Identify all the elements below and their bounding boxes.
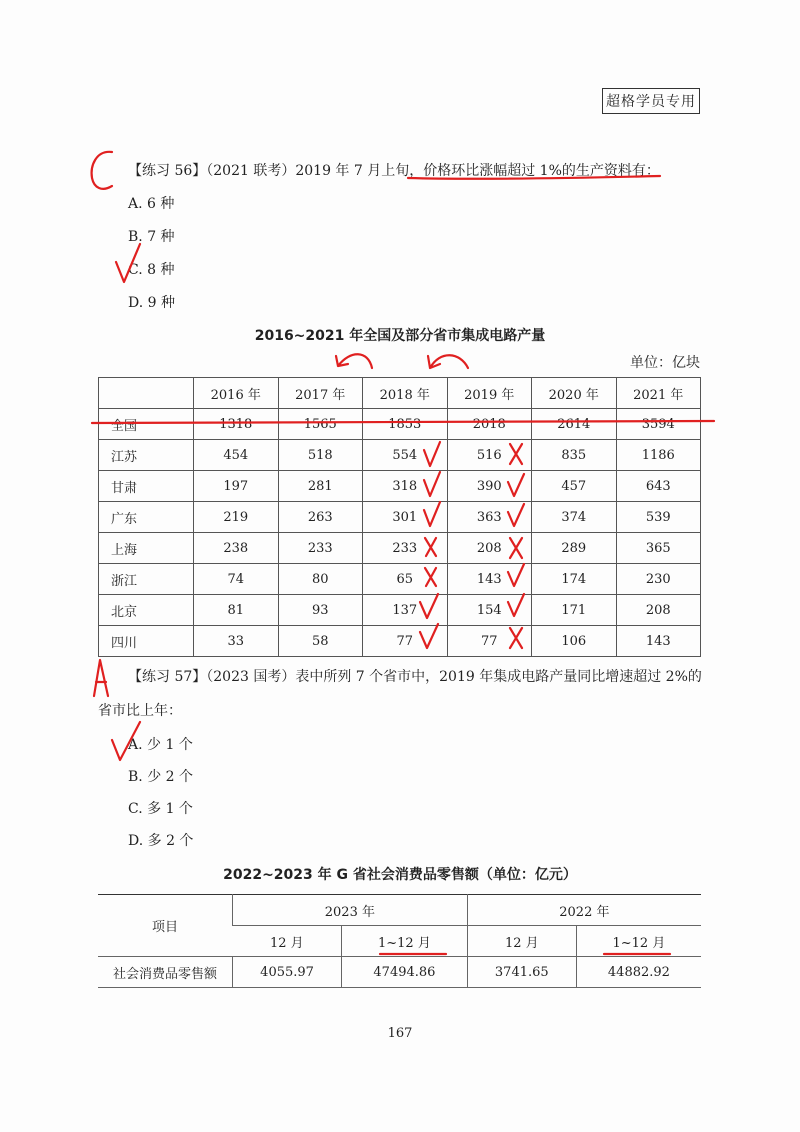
table-cell: 174 [532,564,617,595]
table-cell: 219 [194,502,279,533]
table-cell: 106 [532,626,617,657]
table-row [99,471,701,502]
table-cell: 554 [363,440,448,471]
table-cell: 281 [278,471,363,502]
region-cell: 甘肃 [99,471,194,502]
q57-option-c: C. 多 1 个 [128,801,193,817]
table-row [99,626,701,657]
table-cell: 137 [363,595,448,626]
region-cell: 江苏 [99,440,194,471]
region-cell: 北京 [99,595,194,626]
table-cell: 457 [532,471,617,502]
table-row [99,564,701,595]
table-cell: 81 [194,595,279,626]
table-header-cell: 2017 年 [278,378,363,409]
table-header-cell: 2020 年 [532,378,617,409]
table-header-row [99,378,701,409]
region-cell: 广东 [99,502,194,533]
table-cell: 143 [616,626,701,657]
table-row [99,409,701,440]
region-cell: 全国 [99,409,194,440]
table-header-cell: 2021 年 [616,378,701,409]
q56-option-a: A. 6 种 [128,196,175,212]
table-cell: 363 [447,502,532,533]
table-cell: 93 [278,595,363,626]
table-cell: 1318 [194,409,279,440]
table-header-cell: 2018 年 [363,378,448,409]
q56-option-c: C. 8 种 [128,262,175,278]
q56-stem-underlined: 价格环比涨幅超过 1%的生产资料有： [423,163,660,179]
table-cell: 516 [447,440,532,471]
table-cell: 318 [363,471,448,502]
table1-title: 2016~2021 年全国及部分省市集成电路产量 [254,328,546,344]
table-cell: 77 [447,626,532,657]
table-header-cell: 2019 年 [447,378,532,409]
q56-stem [128,160,660,180]
table-cell: 65 [363,564,448,595]
table-cell: 4055.97 [233,957,342,988]
table-cell: 301 [363,502,448,533]
table1-body [99,409,701,657]
q56-answer-letter-c [92,152,112,189]
table-cell: 3594 [616,409,701,440]
table-cell: 233 [278,533,363,564]
table-row [99,440,701,471]
table-cell: 289 [532,533,617,564]
sub-header: 12 月 [467,926,576,957]
table-cell: 238 [194,533,279,564]
table-cell: 539 [616,502,701,533]
table1-unit: 单位：亿块 [630,355,700,371]
table-cell: 77 [363,626,448,657]
page-number: 167 [387,1026,413,1041]
region-cell: 四川 [99,626,194,657]
table-cell: 390 [447,471,532,502]
q57-option-b: B. 少 2 个 [128,769,193,785]
table-cell: 171 [532,595,617,626]
table-cell: 44882.92 [576,957,701,988]
table-cell: 518 [278,440,363,471]
table-cell: 74 [194,564,279,595]
table-cell: 454 [194,440,279,471]
q56-option-d: D. 9 种 [128,295,175,311]
table-row [98,957,701,988]
table-cell: 1565 [278,409,363,440]
table-row [98,895,701,926]
table-cell: 143 [447,564,532,595]
student-only-badge: 超格学员专用 [602,88,700,114]
table-row [99,595,701,626]
table-cell: 208 [616,595,701,626]
sub-header: 1~12 月 [576,926,701,957]
table2-title: 2022~2023 年 G 省社会消费品零售额（单位：亿元） [223,867,577,883]
region-cell: 上海 [99,533,194,564]
item-header: 项目 [98,895,233,957]
q56-option-b: B. 7 种 [128,229,175,245]
sub-header: 1~12 月 [342,926,468,957]
year-header-2022: 2022 年 [467,895,701,926]
table-cell: 1853 [363,409,448,440]
year-header-2023: 2023 年 [233,895,468,926]
table-cell: 233 [363,533,448,564]
q57-option-a: A. 少 1 个 [128,737,193,753]
region-cell: 浙江 [99,564,194,595]
table-cell: 47494.86 [342,957,468,988]
table-cell: 1186 [616,440,701,471]
table-cell: 80 [278,564,363,595]
table-cell: 58 [278,626,363,657]
curved-arrow-icon [428,355,468,368]
curved-arrow-icon [336,354,372,368]
row-label: 社会消费品零售额 [98,957,233,988]
table-cell: 154 [447,595,532,626]
table-header-cell: 2016 年 [194,378,279,409]
table-cell: 263 [278,502,363,533]
table-row [99,502,701,533]
production-table [98,377,701,657]
table-cell: 208 [447,533,532,564]
table-cell: 197 [194,471,279,502]
table-header-cell [99,378,194,409]
q57-stem-line2: 省市比上年： [98,703,182,719]
table-cell: 365 [616,533,701,564]
table-cell: 230 [616,564,701,595]
table-cell: 33 [194,626,279,657]
table-cell: 374 [532,502,617,533]
table-cell: 2018 [447,409,532,440]
q57-option-d: D. 多 2 个 [128,833,194,849]
table-cell: 2614 [532,409,617,440]
table-cell: 835 [532,440,617,471]
table-cell: 3741.65 [467,957,576,988]
table-row [99,533,701,564]
q56-stem-prefix: 【练习 56】（2021 联考）2019 年 7 月上旬， [128,163,424,179]
retail-sales-table [98,894,701,988]
sub-header: 12 月 [233,926,342,957]
q57-stem-line1: 【练习 57】（2023 国考）表中所列 7 个省市中，2019 年集成电路产量同比增速超过 2%的 [128,669,702,685]
q57-answer-letter-a [94,660,108,696]
table-cell: 643 [616,471,701,502]
